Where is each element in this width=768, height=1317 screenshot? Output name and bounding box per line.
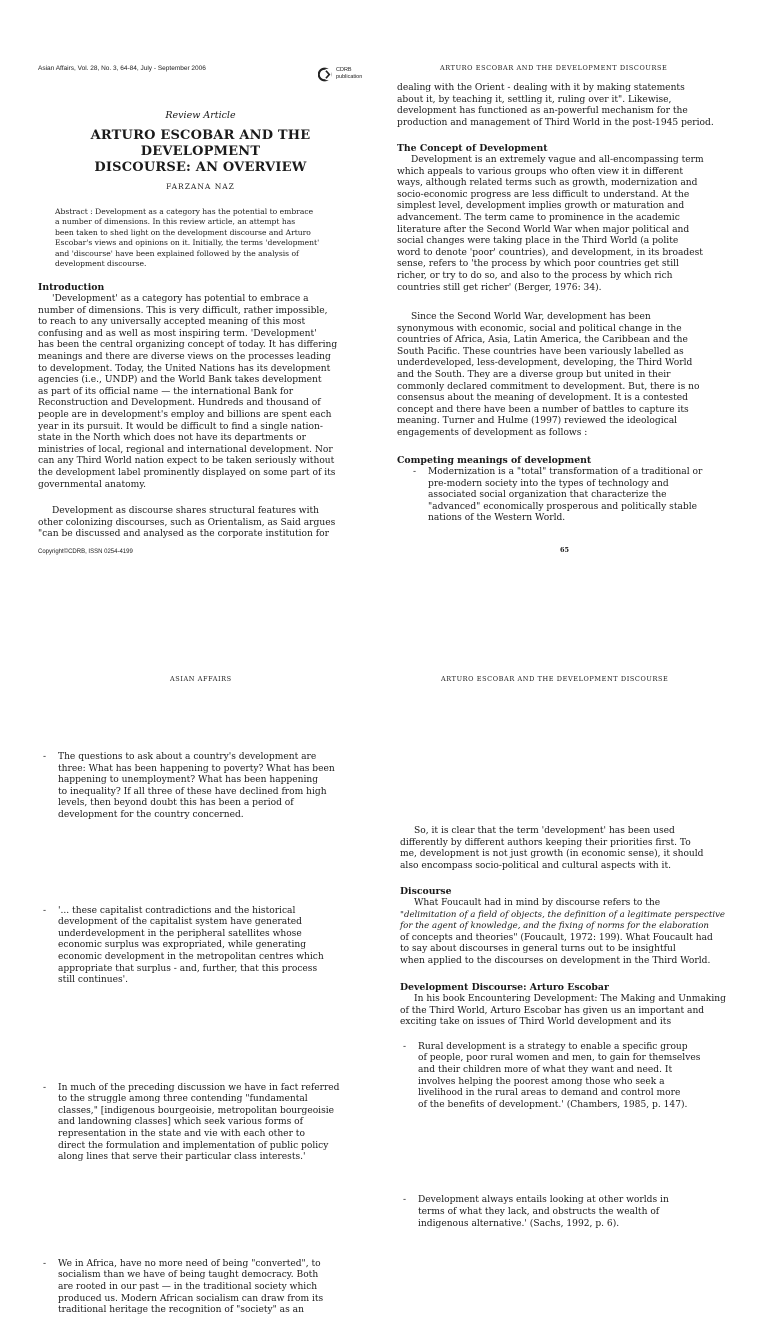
text-line: Development always entails looking at other worlds in xyxy=(418,1195,669,1206)
concept-paragraph xyxy=(397,155,730,294)
review-label: Review Article xyxy=(165,110,236,121)
text-line: Development is an extremely vague and all-encompassing term xyxy=(411,155,704,165)
text-line: Since the Second World War, development has been xyxy=(411,312,651,322)
logo-text-cdrb: CDRB xyxy=(336,67,352,73)
text-line: year in its pursuit. It would be difficult to find a single nation- xyxy=(38,421,323,432)
text-line: the development label prominently displayed on some part of its xyxy=(38,467,336,478)
text-line: production and management of Third World in the post-1945 period. xyxy=(397,117,714,128)
text-line: nations of the Western World. xyxy=(428,513,566,524)
since-war-paragraph xyxy=(397,312,730,440)
text-line: "advanced" economically prosperous and politically stable xyxy=(428,501,698,512)
introduction-heading: Introduction xyxy=(38,282,105,293)
article-title xyxy=(38,128,363,176)
title-line-1: ARTURO ESCOBAR AND THE DEVELOPMENT xyxy=(90,128,311,159)
text-line: underdevelopment in the peripheral satellites whose xyxy=(58,928,302,939)
text-line: and the South. They are a diverse group but united in their xyxy=(397,369,671,380)
abstract-line: a number of dimensions. In this review article, an attempt has xyxy=(55,217,296,227)
text-line: What Foucault had in mind by discourse refers to the xyxy=(414,898,661,908)
text-line: which appeals to various groups who often view it in different xyxy=(397,166,683,177)
list-item xyxy=(400,1195,748,1230)
text-line: of people, poor rural women and men, to gain for themselves xyxy=(418,1053,701,1064)
page-number: 65 xyxy=(560,546,570,554)
text-line: as part of its official name — the international Bank for xyxy=(38,386,294,397)
text-line: economic surplus was expropriated, while generating xyxy=(58,940,307,951)
text-line: number of dimensions. This is very difficult, rather impossible, xyxy=(38,305,328,316)
text-line: '... these capitalist contradictions and the historical xyxy=(58,905,296,916)
text-line: sense, refers to 'the process by which poor countries get still xyxy=(397,259,679,270)
text-line: for the agent of knowledge, and the fixing of norms for the elaboration xyxy=(400,921,709,932)
text-line: word to denote 'poor' countries), and development, in its broadest xyxy=(397,247,703,258)
text-line: concept and there have been a number of battles to capture its xyxy=(397,404,689,415)
dash-bullet: - xyxy=(43,1082,47,1093)
text-line: simplest level, development implies growth or maturation and xyxy=(397,201,685,212)
text-line: In much of the preceding discussion we have in fact referred xyxy=(58,1082,340,1093)
running-head: ARTURO ESCOBAR AND THE DEVELOPMENT DISCOURSE xyxy=(440,64,668,72)
text-line: exciting take on issues of Third World development and its xyxy=(400,1017,672,1028)
colonial-discourse-paragraph xyxy=(38,506,363,541)
text-line: pre-modern society into the types of technology and xyxy=(428,478,669,489)
text-line: countries of Africa, Asia, Latin America, the Caribbean and the xyxy=(397,335,688,346)
cdrb-logo xyxy=(318,67,378,85)
dash-bullet: - xyxy=(43,751,47,762)
text-line: to reach to any universally accepted meaning of this most xyxy=(38,317,306,328)
text-line: direct the formulation and implementation of public policy xyxy=(58,1140,329,1151)
text-line: indigenous alternative.' (Sachs, 1992, p. 6). xyxy=(418,1218,620,1229)
text-line: ministries of local, regional and international development. Nor xyxy=(38,444,333,455)
text-line: state in the North which does not have its departments or xyxy=(38,433,306,444)
text-line: along lines that serve their particular class interests.' xyxy=(58,1152,306,1163)
text-line: are rooted in our past — in the traditional society which xyxy=(58,1282,318,1293)
text-line: countries still get richer' (Berger, 1976: 34). xyxy=(397,282,602,293)
text-line: people are in development's employ and billions are spent each xyxy=(38,409,332,420)
concept-heading: The Concept of Development xyxy=(397,143,548,154)
text-line: me, development is not just growth (in economic sense), it should xyxy=(400,849,704,860)
text-line: terms of what they lack, and obstructs the wealth of xyxy=(418,1206,660,1217)
text-line: to the struggle among three contending "fundamental xyxy=(58,1094,308,1105)
orient-continuation-paragraph xyxy=(397,83,730,129)
text-line: synonymous with economic, social and political change in the xyxy=(397,323,682,334)
discourse-heading: Discourse xyxy=(400,886,452,897)
text-line: has been the central organizing concept of today. It has differing xyxy=(38,340,338,351)
text-line: representation in the state and vie with each other to xyxy=(58,1129,305,1140)
text-line: confusing and as well as most inspiring term. 'Development' xyxy=(38,328,317,339)
text-line: Rural development is a strategy to enable a specific group xyxy=(418,1041,688,1052)
text-line: of the Third World, Arturo Escobar has given us an important and xyxy=(400,1005,705,1016)
text-line: Reconstruction and Development. Hundreds and thousand of xyxy=(38,398,321,409)
logo-text-publication: publication xyxy=(336,74,363,80)
text-line: when applied to the discourses on development in the Third World. xyxy=(400,955,711,966)
text-line: economic development in the metropolitan centres which xyxy=(58,951,324,962)
text-line: meanings and there are diverse views on the processes leading xyxy=(38,351,331,362)
dash-bullet: - xyxy=(43,905,47,916)
dash-bullet: - xyxy=(413,467,417,477)
text-line: agencies (i.e., UNDP) and the World Bank takes development xyxy=(38,375,322,386)
list-item xyxy=(40,1259,385,1317)
text-line: livelihood in the rural areas to demand and control more xyxy=(418,1088,681,1099)
text-line: ways, although related terms such as growth, modernization and xyxy=(397,178,698,189)
text-line: development of the capitalist system have generated xyxy=(58,917,302,928)
text-line: also encompass socio-political and cultural aspects with it. xyxy=(400,860,672,871)
text-line: socialism than we have of being taught democracy. Both xyxy=(58,1270,319,1281)
text-line: social changes were taking place in the Third World (a polite xyxy=(397,236,679,247)
text-line: appropriate that surplus - and, further, that this process xyxy=(58,963,318,974)
text-line: differently by different authors keeping their priorities first. To xyxy=(400,837,691,848)
text-line: of the benefits of development.' (Chambers, 1985, p. 147). xyxy=(418,1099,688,1110)
text-line: other colonizing discourses, such as Orientalism, as Said argues xyxy=(38,517,336,528)
text-line: governmental anatomy. xyxy=(38,479,147,490)
abstract-line: been taken to shed light on the development discourse and Arturo xyxy=(55,227,311,237)
text-line: traditional heritage the recognition of "society" as an xyxy=(58,1305,304,1316)
dash-bullet: - xyxy=(403,1041,407,1052)
escobar-heading: Development Discourse: Arturo Escobar xyxy=(400,982,609,993)
text-line: produced us. Modern African socialism can draw from its xyxy=(58,1293,324,1304)
list-item xyxy=(40,752,385,822)
abstract-line: development discourse. xyxy=(55,259,147,269)
text-line: associated social organization that characterize the xyxy=(428,490,667,501)
so-paragraph xyxy=(400,826,730,872)
text-line: socio-economic progress are less difficult to understand. At the xyxy=(397,189,690,200)
text-line: We in Africa, have no more need of being "converted", to xyxy=(58,1258,321,1269)
text-line: three: What has been happening to poverty? What has been xyxy=(58,763,335,774)
text-line: and their children more of what they want and need. It xyxy=(418,1065,673,1075)
text-line: "delimitation of a field of objects, the definition of a legitimate perspective xyxy=(400,909,726,920)
abstract-line: Abstract : Development as a category has the potential to embrace xyxy=(55,207,314,216)
journal-citation: Asian Affairs, Vol. 28, No. 3, 64-84, July - September 2006 xyxy=(38,65,206,72)
text-line: can any Third World nation expect to be taken seriously without xyxy=(38,456,335,467)
abstract-line: Escobar's views and opinions on it. Initially, the terms 'development' xyxy=(55,238,320,248)
text-line: about it, by teaching it, settling it, ruling over it". Likewise, xyxy=(397,94,672,105)
text-line: still continues'. xyxy=(58,975,129,986)
text-line: happening to unemployment? What has been happening xyxy=(58,775,319,786)
running-head-right: ARTURO ESCOBAR AND THE DEVELOPMENT DISCOURSE xyxy=(441,675,669,683)
copyright-line: Copyright©CDRB, ISSN 0254-4199 xyxy=(38,549,133,555)
text-line: development for the country concerned. xyxy=(58,809,244,820)
text-line: dealing with the Orient - dealing with it by making statements xyxy=(397,83,685,93)
dash-bullet: - xyxy=(403,1195,407,1206)
text-line: meaning. Turner and Hulme (1997) reviewed the ideological xyxy=(397,416,678,427)
text-line: consensus about the meaning of development. It is a contested xyxy=(397,393,688,404)
text-line: engagements of development as follows : xyxy=(397,427,588,438)
text-line: to say about discourses in general turns out to be insightful xyxy=(400,944,676,955)
text-line: literature after the Second World War when major political and xyxy=(397,224,690,235)
introduction-paragraph xyxy=(38,294,363,491)
text-line: "can be discussed and analysed as the corporate institution for xyxy=(38,529,329,540)
text-line: In his book Encountering Development: The Making and Unmaking xyxy=(414,994,726,1004)
text-line: South Pacific. These countries have been variously labelled as xyxy=(397,346,684,357)
text-line: commonly declared commitment to development. But, there is no xyxy=(397,381,700,392)
abstract xyxy=(55,207,352,269)
list-item xyxy=(40,906,385,987)
text-line: underdeveloped, less-development, developing, the Third World xyxy=(397,358,693,369)
list-item xyxy=(400,1042,748,1112)
text-line: The questions to ask about a country's development are xyxy=(58,751,317,762)
text-line: Development as discourse shares structural features with xyxy=(52,506,319,516)
cdrb-logo-icon xyxy=(318,67,333,82)
text-line: to development. Today, the United Nations has its development xyxy=(38,363,331,374)
running-head-left: ASIAN AFFAIRS xyxy=(170,675,232,683)
title-line-2: DISCOURSE: AN OVERVIEW xyxy=(94,160,307,175)
list-item xyxy=(410,467,748,525)
text-line: So, it is clear that the term 'development' has been used xyxy=(414,826,675,836)
dash-bullet: - xyxy=(43,1258,47,1269)
text-line: involves helping the poorest among those who seek a xyxy=(418,1076,665,1087)
text-line: richer, or try to do so, and also to the process by which rich xyxy=(397,270,673,281)
text-line: to inequality? If all three of these have declined from high xyxy=(58,786,327,797)
text-line: Modernization is a "total" transformation of a traditional or xyxy=(428,467,703,477)
text-line: advancement. The term came to prominence in the academic xyxy=(397,212,680,223)
text-line: 'Development' as a category has potential to embrace a xyxy=(52,294,309,304)
abstract-line: and 'discourse' have been explained followed by the analysis of xyxy=(55,248,299,258)
author-name: FARZANA NAZ xyxy=(166,182,235,191)
discourse-paragraph xyxy=(400,898,730,968)
text-line: classes," [indigenous bourgeoisie, metropolitan bourgeoisie xyxy=(58,1105,335,1116)
text-line: development has functioned as an-powerful mechanism for the xyxy=(397,106,688,117)
text-line: and landowning classes] which seek various forms of xyxy=(58,1117,303,1128)
list-item xyxy=(40,1083,385,1164)
text-line: levels, then beyond doubt this has been a period of xyxy=(58,798,294,809)
competing-meanings-heading: Competing meanings of development xyxy=(397,455,592,466)
text-line: of concepts and theories" (Foucault, 1972: 199). What Foucault had xyxy=(400,932,713,943)
